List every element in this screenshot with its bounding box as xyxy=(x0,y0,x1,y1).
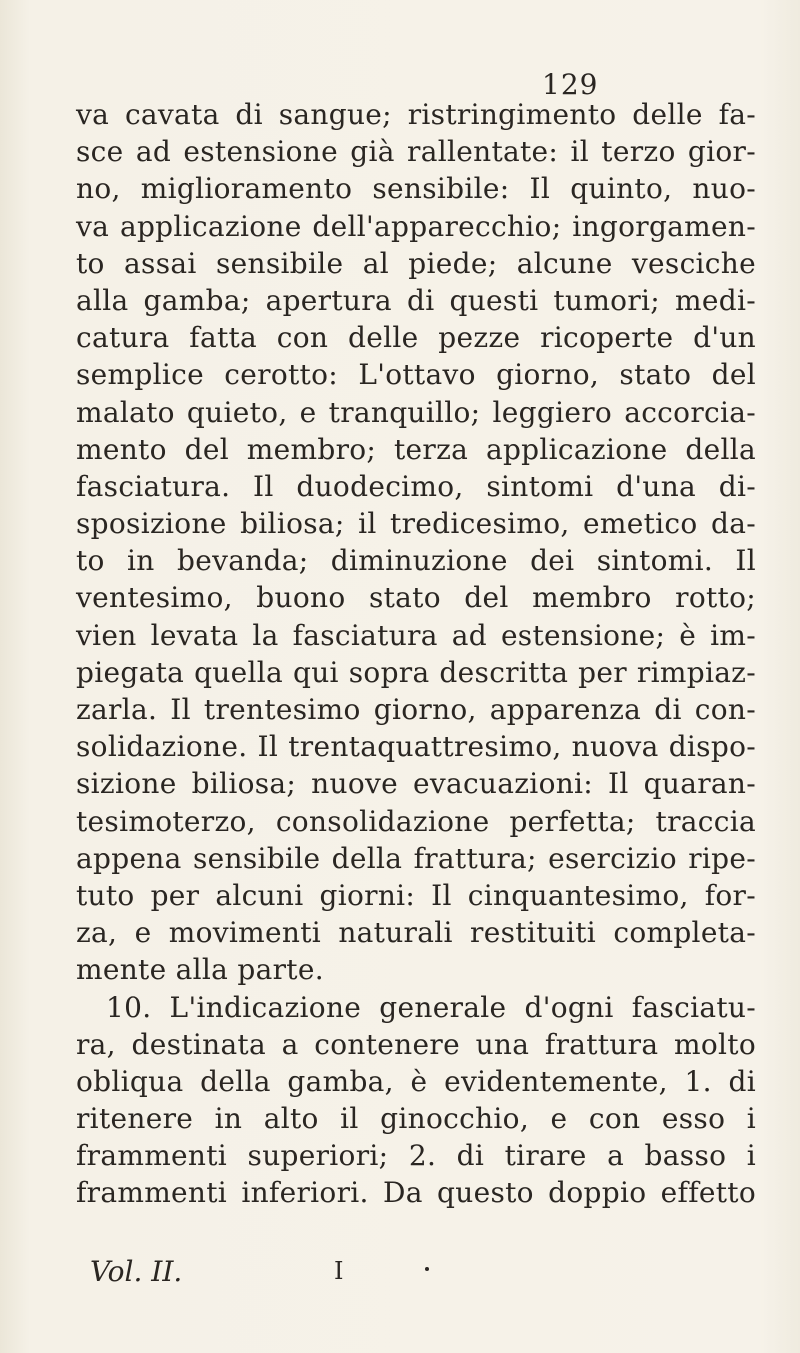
text-line: za, e movimenti naturali restituiti completa- xyxy=(76,916,756,950)
text-line: mento del membro; terza applicazione della xyxy=(76,432,756,466)
text-line: piegata quella qui sopra descritta per rimpiaz- xyxy=(76,655,756,689)
text-line: no, miglioramento sensibile: Il quinto, nuo- xyxy=(76,172,756,206)
text-line: 10. L'indicazione generale d'ogni fasciatu- xyxy=(106,990,756,1024)
text-line: ventesimo, buono stato del membro rotto; xyxy=(76,581,756,615)
footer-dot xyxy=(425,1267,429,1271)
text-line: alla gamba; apertura di questi tumori; medi- xyxy=(76,283,756,317)
text-line: va cavata di sangue; ristringimento delle fa- xyxy=(76,98,756,131)
text-line: solidazione. Il trentaquattresimo, nuova dispo- xyxy=(76,730,756,764)
text-line: appena sensibile della frattura; esercizio ripe- xyxy=(76,841,756,875)
body-text xyxy=(76,96,756,1212)
text-line: frammenti inferiori. Da questo doppio effetto xyxy=(76,1176,756,1210)
page-footer xyxy=(76,1255,436,1291)
page-number: 129 xyxy=(542,68,599,101)
text-line: fasciatura. Il duodecimo, sintomi d'una di- xyxy=(76,469,756,503)
text-line: obliqua della gamba, è evidentemente, 1. di xyxy=(76,1064,756,1098)
text-line: malato quieto, e tranquillo; leggiero accorcia- xyxy=(76,395,756,429)
text-line: zarla. Il trentesimo giorno, apparenza di con- xyxy=(76,693,756,726)
text-line: sposizione biliosa; il tredicesimo, emetico da- xyxy=(76,507,756,541)
text-line: catura fatta con delle pezze ricoperte d'un xyxy=(76,321,756,355)
volume-label: Vol. II. xyxy=(90,1255,183,1288)
text-line: frammenti superiori; 2. di tirare a basso i xyxy=(76,1139,756,1173)
text-line: mente alla parte. xyxy=(76,953,324,987)
text-line: to assai sensibile al piede; alcune vesciche xyxy=(76,246,756,280)
text-line: tesimoterzo, consolidazione perfetta; traccia xyxy=(76,804,756,838)
text-line: va applicazione dell'apparecchio; ingorgamen- xyxy=(76,209,756,243)
text-line: ritenere in alto il ginocchio, e con esso i xyxy=(76,1102,756,1136)
text-line: semplice cerotto: L'ottavo giorno, stato del xyxy=(76,358,756,392)
text-line: ra, destinata a contenere una frattura molto xyxy=(76,1027,756,1061)
text-line: sizione biliosa; nuove evacuazioni: Il quaran- xyxy=(76,767,756,801)
signature-mark: I xyxy=(334,1257,344,1285)
text-line: vien levata la fasciatura ad estensione; è im- xyxy=(76,618,756,652)
text-line: sce ad estensione già rallentate: il terzo gior- xyxy=(76,135,756,169)
text-line: to in bevanda; diminuzione dei sintomi. Il xyxy=(76,544,756,578)
text-line: tuto per alcuni giorni: Il cinquantesimo, for- xyxy=(76,878,756,912)
